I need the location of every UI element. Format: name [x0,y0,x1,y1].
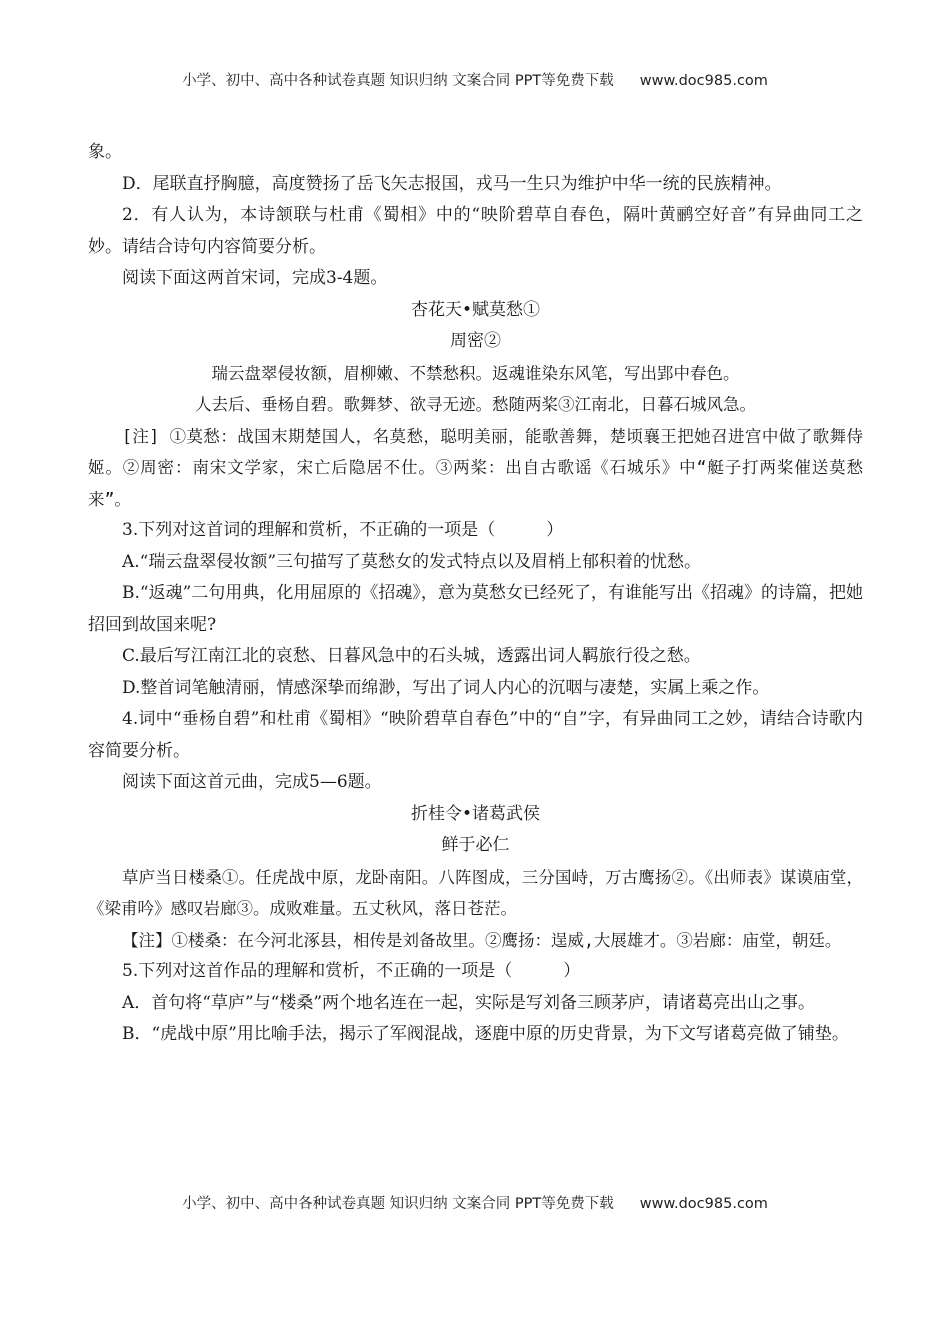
poem-2-text: 草庐当日楼桑①。任虎战中原，龙卧南阳。八阵图成，三分国峙，万古鹰扬②。《出师表》谋谟庙堂，《梁甫吟》感叹岩廊③。成败难量。五丈秋风，落日苍茫。 [88,867,863,918]
poem-1-title: 杏花天•赋莫愁① [410,299,541,320]
poem-2-note: 【注】①楼桑：在今河北涿县，相传是刘备故里。②鹰扬：逞威,大展雄才。③岩廊：庙堂，朝廷。 [122,930,842,950]
question-2-option-d: D．尾联直抒胸臆，高度赞扬了岳飞矢志报国，戎马一生只为维护中华一统的民族精神。 [122,173,782,194]
poem-1-line-2: 人去后、垂杨自碧。歌舞梦、欲寻无迹。愁随两桨③江南北，日暮石城风急。 [195,395,756,414]
question-3-option-a: A.“瑞云盘翠侵妆额”三句描写了莫愁女的发式特点以及眉梢上郁积着的忧愁。 [122,551,702,572]
question-2: 2．有人认为，本诗颔联与杜甫《蜀相》中的“映阶碧草自春色，隔叶黄鹂空好音”有异曲同工之妙。请结合诗句内容简要分析。 [88,205,863,257]
question-5-option-a: A．首句将“草庐”与“楼桑”两个地名连在一起，实际是写刘备三顾茅庐，请诸葛亮出山之事。 [122,992,816,1013]
header-url[interactable]: www.doc985.com [639,73,768,89]
footer-url[interactable]: www.doc985.com [639,1196,768,1212]
poem-1-line-1: 瑞云盘翠侵妆额，眉柳嫩、不禁愁积。返魂谁染东风笔，写出郢中春色。 [211,363,740,383]
reading-instruction-2: 阅读下面这首元曲，完成5—6题。 [122,772,382,792]
poem-2-author: 鲜于必仁 [441,835,510,855]
poem-2-title: 折桂令•诸葛武侯 [410,803,541,824]
footer-text: 小学、初中、高中各种试卷真题 知识归纳 文案合同 PPT等免费下载 [182,1196,614,1212]
question-3-option-d: D.整首词笔触清丽，情感深挚而绵渺，写出了词人内心的沉咽与凄楚，实属上乘之作。 [122,677,770,698]
document-body [88,137,863,1051]
question-3-option-c: C.最后写江南江北的哀愁、日暮风急中的石头城，透露出词人羁旅行役之愁。 [122,646,701,666]
paragraph: 象。 [88,142,122,162]
poem-1-note: [注] ①莫愁：战国末期楚国人，名莫愁，聪明美丽，能歌善舞，楚顷襄王把她召进宫中做了歌舞侍姬。②周密：南宋文学家，宋亡后隐居不仕。③两桨：出自古歌谣《石城乐》中“艇子打两桨催送莫愁来”。 [88,426,863,509]
page-header [0,69,950,90]
question-5: 5.下列对这首作品的理解和赏析，不正确的一项是（ ） [122,961,581,981]
page-footer [0,1192,950,1213]
question-3-option-b: B.“返魂”二句用典，化用屈原的《招魂》，意为莫愁女已经死了，有谁能写出《招魂》的诗篇，把她招回到故国来呢? [88,583,863,635]
question-3: 3.下列对这首词的理解和赏析，不正确的一项是（ ） [122,520,564,540]
reading-instruction-1: 阅读下面这两首宋词，完成3-4题。 [122,268,388,288]
header-text: 小学、初中、高中各种试卷真题 知识归纳 文案合同 PPT等免费下载 [182,73,614,89]
question-4: 4.词中“垂杨自碧”和杜甫《蜀相》“映阶碧草自春色”中的“自”字，有异曲同工之妙，请结合诗歌内容简要分析。 [88,709,863,761]
question-5-option-b: B．“虎战中原”用比喻手法，揭示了军阀混战，逐鹿中原的历史背景，为下文写诸葛亮做了铺垫。 [122,1024,849,1044]
poem-1-author: 周密② [450,331,501,351]
